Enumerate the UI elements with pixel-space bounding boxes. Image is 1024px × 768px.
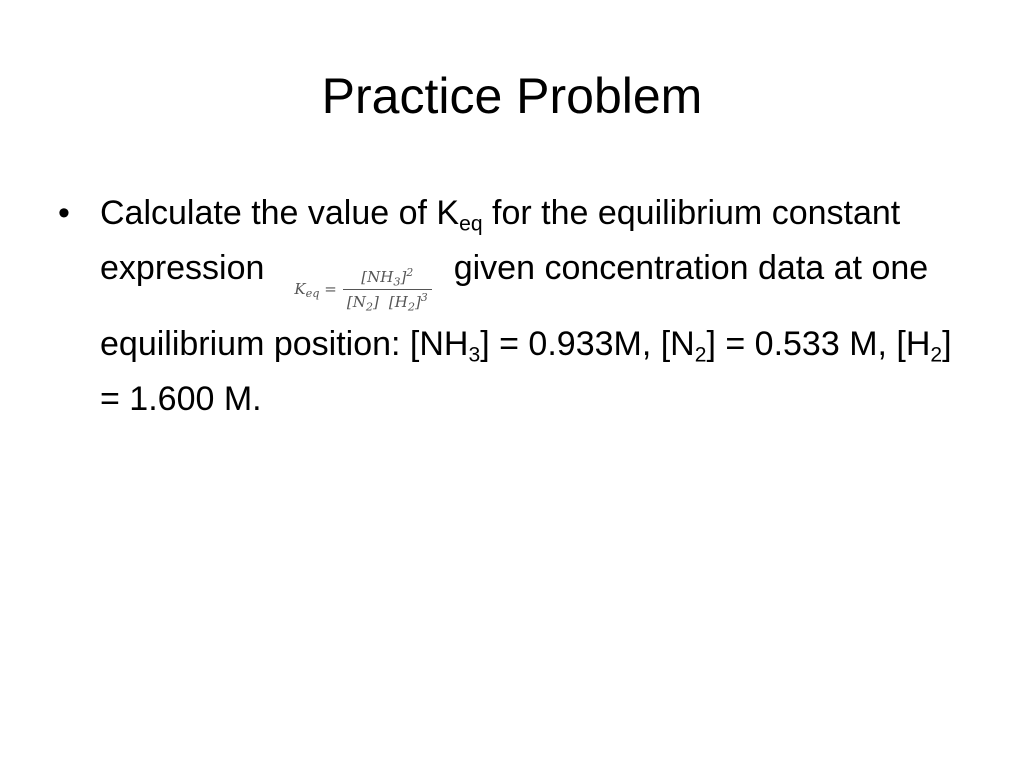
formula-lhs xyxy=(294,262,336,317)
bullet-list xyxy=(58,186,958,427)
formula-num-sub: 3 xyxy=(393,274,401,288)
formula-numerator xyxy=(343,267,432,287)
bullet-marker: • xyxy=(58,194,70,232)
slide-title: Practice Problem xyxy=(321,68,703,124)
text-segment: given concentration data at one equilibrium position: [NH xyxy=(100,249,929,363)
formula-den-left xyxy=(347,293,379,311)
subscript: 2 xyxy=(694,343,707,367)
fraction-bar xyxy=(343,289,432,290)
formula-den-right-close: ] xyxy=(414,292,421,311)
text-segment: ] = 0.533 M, [H xyxy=(706,324,931,363)
formula-num-exp: 2 xyxy=(406,265,414,279)
formula-den-right-sub: 2 xyxy=(407,299,415,313)
formula-num-open: [NH xyxy=(361,267,394,286)
formula-den-right xyxy=(388,290,428,313)
formula-denominator xyxy=(343,292,432,312)
formula-k: K xyxy=(294,279,306,298)
bullet-item xyxy=(100,186,958,427)
formula-den-right-open: [H xyxy=(388,292,408,311)
subscript: 3 xyxy=(468,343,481,367)
subscript: 2 xyxy=(930,343,943,367)
formula-num-close: ] xyxy=(400,267,407,286)
keq-formula xyxy=(294,261,431,317)
text-segment: for the equilibrium constant expression xyxy=(100,194,901,287)
formula-fraction xyxy=(343,267,432,312)
text-segment: Calculate the value of K xyxy=(100,194,460,232)
formula-den-left-sub: 2 xyxy=(365,299,374,313)
formula-den-left-close: ] xyxy=(373,292,379,311)
formula-equals: = xyxy=(324,279,337,298)
subscript: eq xyxy=(459,212,483,236)
formula-den-left-open: [N xyxy=(346,292,366,311)
text-segment: ] = 1.600 M. xyxy=(100,324,952,418)
formula-k-sub: eq xyxy=(305,286,320,300)
formula-den-right-exp: 3 xyxy=(420,290,428,304)
text-segment: ] = 0.933M, [N xyxy=(480,324,695,363)
